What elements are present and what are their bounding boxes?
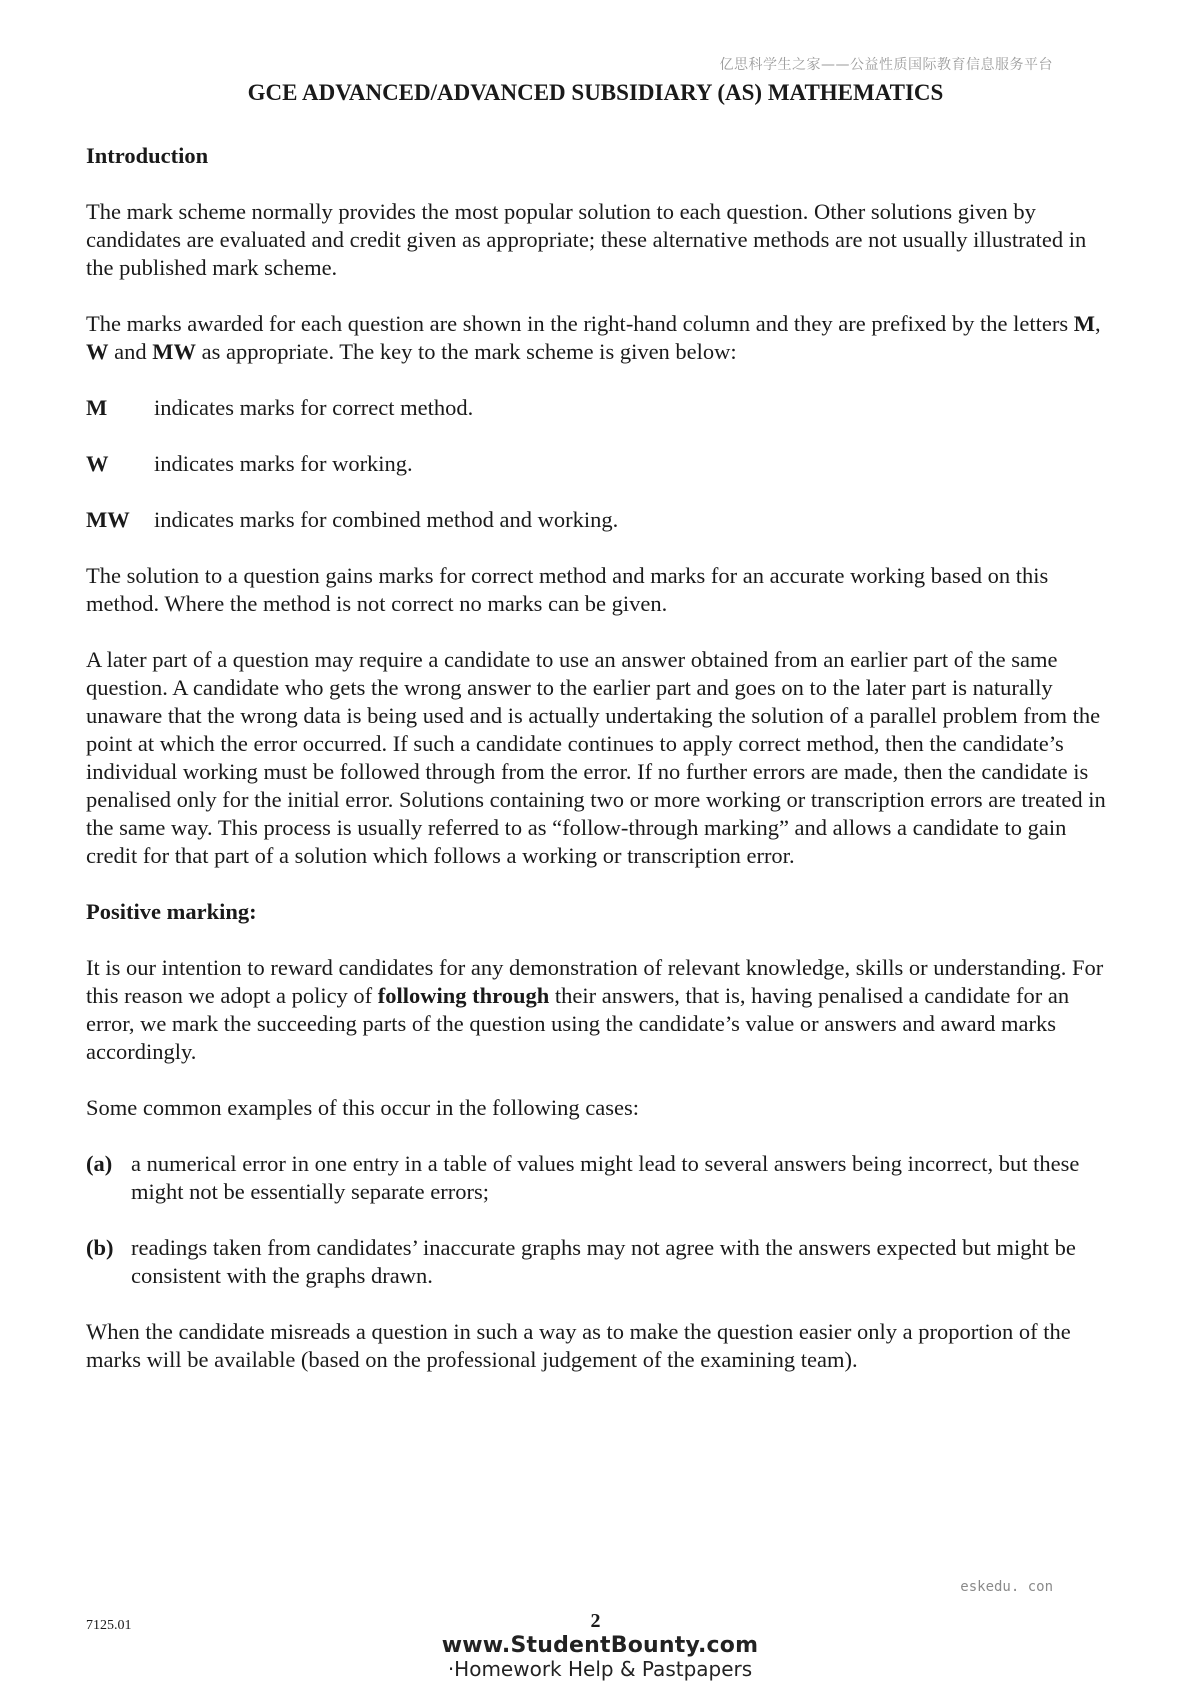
watermark-top: 亿思科学生之家——公益性质国际教育信息服务平台	[719, 57, 1053, 73]
letter-w: W	[86, 339, 109, 364]
case-a	[86, 1150, 1116, 1206]
positive-text-start: It is our intention to reward candidates for any demonstration of relevant knowledge, skills or understanding. For this reason we adopt a policy of	[86, 955, 1104, 1008]
intro-paragraph-2	[86, 310, 1116, 366]
footer-code: 7125.01	[86, 1618, 132, 1633]
page-number: 2	[590, 1610, 601, 1632]
intro-paragraph-2-end: as appropriate. The key to the mark scheme is given below:	[196, 339, 737, 364]
solution-paragraph: The solution to a question gains marks for correct method and marks for an accurate working based on this method. Where the method is not correct no marks can be given.	[86, 563, 1049, 616]
follow-through-paragraph: A later part of a question may require a candidate to use an answer obtained from an earlier part of the same question. A candidate who gets the wrong answer to the earlier part and goes on to the later part is naturally unaware that the wrong data is being used and is actually undertaking the solution of a parallel problem from the point at which the error occurred. If such a candidate continues to apply correct method, then the candidate’s individual working must be followed through from the error. If no further errors are made, then the candidate is penalised only for the initial error. Solutions containing two or more working or transcription errors are treated in the same way. This process is usually referred to as “follow-through marking” and allows a candidate to gain credit for that part of a solution which follows a working or transcription error.	[86, 647, 1106, 868]
studentbounty-stamp	[440, 1634, 760, 1680]
key-row-m	[86, 394, 1116, 422]
stamp-url: www.StudentBounty.com	[441, 1633, 759, 1658]
intro-paragraph-2-text: The marks awarded for each question are shown in the right-hand column and they are prefixed by the letters	[86, 311, 1074, 336]
separator-comma: ,	[1095, 311, 1101, 336]
key-description: indicates marks for correct method.	[154, 395, 474, 420]
separator-and: and	[108, 339, 153, 364]
watermark-bottom: eskedu. con	[960, 1579, 1053, 1595]
key-description: indicates marks for combined method and working.	[154, 507, 619, 532]
introduction-heading: Introduction	[86, 143, 209, 168]
positive-text-end: their answers, that is, having penalised a candidate for an error, we mark the succeeding parts of the question using the candidate’s value or answers and award marks accordingly.	[86, 983, 1070, 1064]
letter-m: M	[1073, 311, 1096, 336]
following-through-emphasis: following through	[377, 983, 550, 1008]
key-row-w	[86, 450, 1116, 478]
case-label: (b)	[86, 1235, 114, 1260]
case-text: readings taken from candidates’ inaccurate graphs may not agree with the answers expected but might be consistent with the graphs drawn.	[131, 1235, 1076, 1288]
case-b	[86, 1234, 1116, 1290]
key-letter: M	[86, 395, 108, 420]
key-description: indicates marks for working.	[154, 451, 413, 476]
intro-paragraph-1: The mark scheme normally provides the most popular solution to each question. Other solutions given by candidates are evaluated and credit given as appropriate; these alternative methods are not usually illustrated in the published mark scheme.	[86, 199, 1087, 280]
misread-paragraph: When the candidate misreads a question in such a way as to make the question easier only a proportion of the marks will be available (based on the professional judgement of the examining team).	[86, 1319, 1071, 1372]
document-title: GCE ADVANCED/ADVANCED SUBSIDIARY (AS) MATHEMATICS	[247, 80, 944, 105]
case-label: (a)	[86, 1151, 113, 1176]
key-letter: W	[86, 451, 109, 476]
key-row-mw	[86, 506, 1116, 534]
stamp-tagline: ·Homework Help & Pastpapers	[447, 1657, 753, 1681]
positive-marking-paragraph	[86, 954, 1116, 1066]
key-letter: MW	[86, 507, 130, 532]
positive-marking-heading: Positive marking:	[86, 899, 257, 924]
document-body	[86, 142, 1116, 1402]
case-text: a numerical error in one entry in a table of values might lead to several answers being incorrect, but these might not be essentially separate errors;	[131, 1151, 1080, 1204]
examples-paragraph: Some common examples of this occur in the following cases:	[86, 1095, 640, 1120]
letter-mw: MW	[152, 339, 196, 364]
